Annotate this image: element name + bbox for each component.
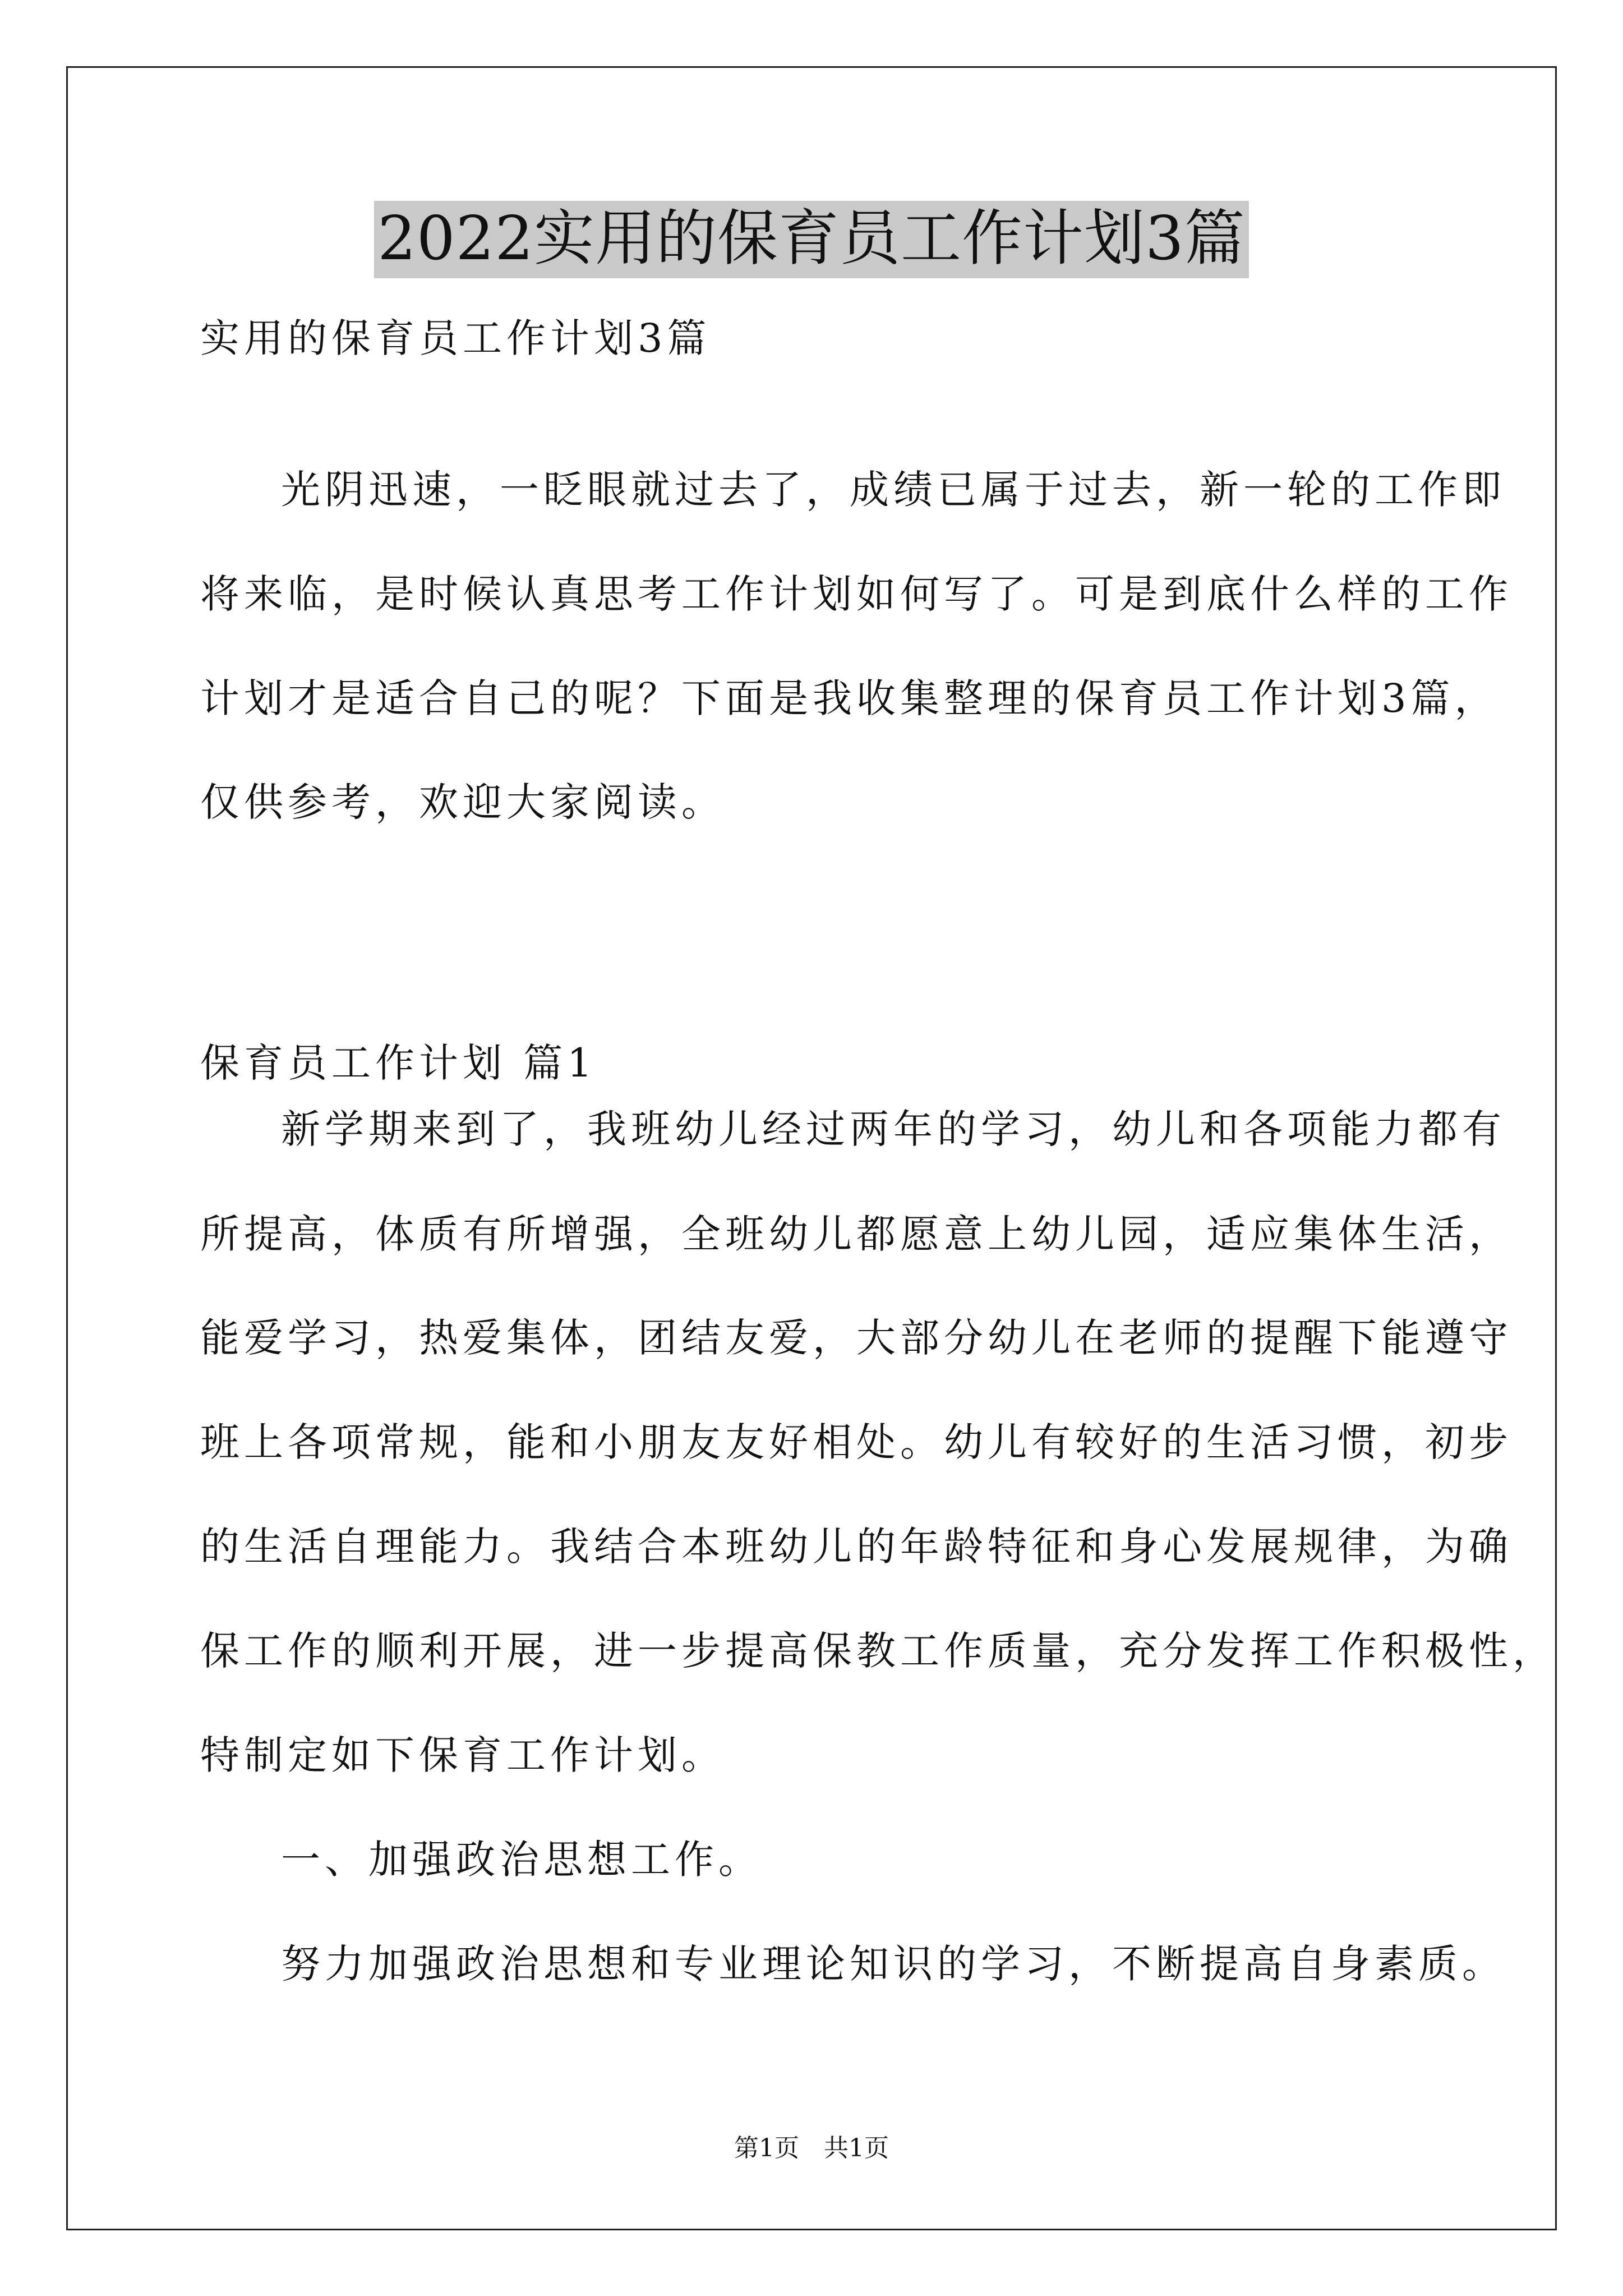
subtitle-line: 实用的保育员工作计划3篇 [200,315,711,361]
body-line-5: 的生活自理能力。我结合本班幼儿的年龄特征和身心发展规律，为确 [200,1524,1513,1570]
document-title-text: 2022实用的保育员工作计划3篇 [374,201,1249,278]
body-line-7: 特制定如下保育工作计划。 [200,1732,725,1778]
body-line-1: 新学期来到了，我班幼儿经过两年的学习，幼儿和各项能力都有 [281,1106,1506,1152]
body-line-3: 能爱学习，热爱集体，团结友爱，大部分幼儿在老师的提醒下能遵守 [200,1315,1513,1361]
intro-line-3: 计划才是适合自己的呢？下面是我收集整理的保育员工作计划3篇， [200,675,1498,721]
document-title [0,201,1623,278]
section-heading: 保育员工作计划 篇1 [200,1040,597,1086]
intro-line-2: 将来临，是时候认真思考工作计划如何写了。可是到底什么样的工作 [200,571,1513,617]
item-body-line: 努力加强政治思想和专业理论知识的学习，不断提高自身素质。 [281,1941,1506,1987]
intro-line-4: 仅供参考，欢迎大家阅读。 [200,779,725,825]
item-heading: 一、加强政治思想工作。 [281,1837,762,1883]
body-line-6: 保工作的顺利开展，进一步提高保教工作质量，充分发挥工作积极性， [200,1628,1556,1674]
body-line-2: 所提高，体质有所增强，全班幼儿都愿意上幼儿园，适应集体生活， [200,1211,1513,1257]
intro-line-1: 光阴迅速，一眨眼就过去了，成绩已属于过去，新一轮的工作即 [281,467,1506,513]
body-line-4: 班上各项常规，能和小朋友友好相处。幼儿有较好的生活习惯，初步 [200,1419,1513,1465]
page-number-footer: 第1页 共1页 [734,2134,889,2162]
